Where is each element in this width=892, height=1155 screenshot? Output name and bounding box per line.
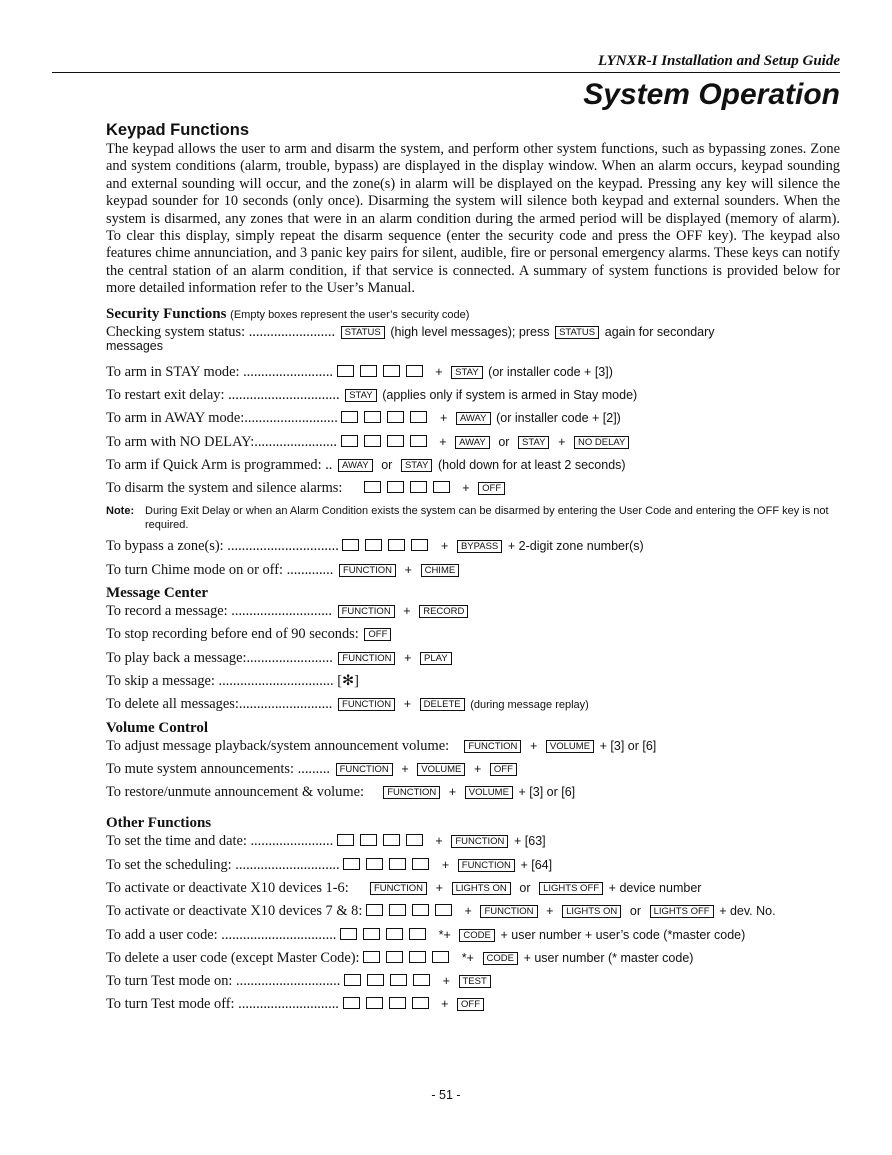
plus-sign: + xyxy=(462,481,470,496)
row-label: To play back a message:........................ xyxy=(106,649,333,666)
row-label: To arm with NO DELAY:....................... xyxy=(106,433,337,450)
play-key: PLAY xyxy=(420,652,452,665)
row-adjust-volume xyxy=(106,738,840,761)
code-box xyxy=(412,997,429,1009)
code-box xyxy=(340,928,357,940)
row-label: To record a message: ............................ xyxy=(106,603,332,620)
code-box xyxy=(337,834,354,846)
row-label: To activate or deactivate X10 devices 7 & 8: xyxy=(106,903,363,920)
plus-sign: + xyxy=(464,904,472,919)
volume-heading: Volume Control xyxy=(106,719,209,736)
row-arm-away xyxy=(106,410,840,433)
row-quick-arm xyxy=(106,457,840,480)
row-text: (applies only if system is armed in Stay mode) xyxy=(382,387,638,402)
row-chime xyxy=(106,562,840,585)
code-box xyxy=(365,539,382,551)
stay-key: STAY xyxy=(451,366,482,379)
plus-sign: + xyxy=(435,881,443,895)
plus-sign: + xyxy=(403,604,411,619)
plus-sign: + xyxy=(558,434,566,449)
code-key: CODE xyxy=(459,929,494,942)
code-box xyxy=(406,834,423,846)
code-box xyxy=(341,435,358,447)
row-skip xyxy=(106,673,840,696)
code-box xyxy=(387,481,404,493)
code-box xyxy=(410,481,427,493)
row-label: To activate or deactivate X10 devices 1-6: xyxy=(106,880,349,896)
other-heading: Other Functions xyxy=(106,815,212,832)
page-number: - 51 - xyxy=(431,1088,461,1102)
function-key: FUNCTION xyxy=(338,698,395,711)
or-text: or xyxy=(498,434,510,449)
row-restart-exit-delay xyxy=(106,387,840,410)
code-box xyxy=(389,904,406,916)
function-key: FUNCTION xyxy=(370,882,427,895)
row-label: To adjust message playback/system announcement volume: xyxy=(106,737,450,754)
code-box xyxy=(343,997,360,1009)
code-box xyxy=(364,411,381,423)
code-box xyxy=(390,974,407,986)
row-arm-stay xyxy=(106,364,840,387)
row-disarm xyxy=(106,480,840,503)
code-box xyxy=(386,951,403,963)
code-box xyxy=(406,365,423,377)
volume-key: VOLUME xyxy=(465,786,513,799)
row-label: To mute system announcements: ......... xyxy=(106,760,331,777)
away-key: AWAY xyxy=(338,459,373,472)
code-box xyxy=(366,997,383,1009)
row-label: To turn Test mode off: ............................ xyxy=(106,996,339,1013)
row-text: (during message replay) xyxy=(470,699,589,712)
row-label: To bypass a zone(s): ............................... xyxy=(106,538,339,555)
message-heading: Message Center xyxy=(106,585,209,602)
volume-key: VOLUME xyxy=(546,740,594,753)
page-title: System Operation xyxy=(583,78,840,111)
plus-sign: + xyxy=(530,738,538,753)
code-box xyxy=(435,904,452,916)
status-key: STATUS xyxy=(341,326,385,339)
code-box xyxy=(367,974,384,986)
code-box xyxy=(432,951,449,963)
row-text: (or installer code + [3]) xyxy=(488,364,613,379)
row-label: To add a user code: ................................ xyxy=(106,926,337,943)
code-box xyxy=(342,539,359,551)
row-text: + 2-digit zone number(s) xyxy=(507,539,644,554)
bypass-key: BYPASS xyxy=(457,540,502,553)
content xyxy=(106,121,840,1020)
code-box xyxy=(412,858,429,870)
status-key: STATUS xyxy=(555,326,599,339)
star-plus: *+ xyxy=(461,950,474,965)
code-box xyxy=(386,928,403,940)
off-key: OFF xyxy=(478,482,505,495)
running-header: LYNXR-I Installation and Setup Guide xyxy=(598,53,840,69)
code-box xyxy=(389,858,406,870)
function-key: FUNCTION xyxy=(338,652,395,665)
plus-sign: + xyxy=(442,974,450,989)
row-text: + dev. No. xyxy=(719,904,776,919)
header-rule xyxy=(52,72,840,73)
code-box xyxy=(341,411,358,423)
note-label: Note: xyxy=(106,505,135,518)
plus-sign: + xyxy=(439,434,447,449)
code-box xyxy=(343,858,360,870)
stay-key: STAY xyxy=(345,389,376,402)
code-box xyxy=(389,997,406,1009)
code-box xyxy=(366,904,383,916)
row-label: To restart exit delay: ............................... xyxy=(106,386,340,403)
stay-key: STAY xyxy=(518,436,549,449)
row-label: To stop recording before end of 90 seconds: xyxy=(106,626,359,643)
row-text: again for secondary xyxy=(604,324,715,339)
function-key: FUNCTION xyxy=(336,763,393,776)
code-box xyxy=(413,974,430,986)
code-box xyxy=(409,951,426,963)
chime-key: CHIME xyxy=(421,564,460,577)
function-key: FUNCTION xyxy=(451,835,508,848)
row-scheduling xyxy=(106,857,840,880)
row-label: To arm if Quick Arm is programmed: .. xyxy=(106,456,333,473)
row-stop-recording xyxy=(106,626,840,649)
row-record xyxy=(106,603,840,626)
plus-sign: + xyxy=(401,761,409,776)
volume-key: VOLUME xyxy=(417,763,465,776)
or-text: or xyxy=(381,457,393,472)
lights-off-key: LIGHTS OFF xyxy=(539,882,603,895)
code-box xyxy=(411,539,428,551)
row-delete-user xyxy=(106,950,840,973)
plus-sign: + xyxy=(441,997,449,1012)
code-box xyxy=(364,481,381,493)
code-box xyxy=(410,411,427,423)
row-label: To set the scheduling: ............................. xyxy=(106,856,340,873)
row-label: To delete a user code (except Master Code): xyxy=(106,949,360,966)
function-key: FUNCTION xyxy=(339,564,396,577)
row-test-off xyxy=(106,996,840,1019)
code-box xyxy=(337,365,354,377)
note-text: During Exit Delay or when an Alarm Condition exists the system can be disarmed by entering the User Code and entering the OFF key is not required. xyxy=(145,505,829,531)
or-text: or xyxy=(629,904,642,919)
row-text: (hold down for at least 2 seconds) xyxy=(437,457,626,472)
code-box xyxy=(366,858,383,870)
code-key: CODE xyxy=(483,952,518,965)
plus-sign: + xyxy=(404,562,412,577)
code-box xyxy=(410,435,427,447)
plus-sign: + xyxy=(440,411,448,426)
test-key: TEST xyxy=(459,975,491,988)
plus-sign: + xyxy=(546,904,554,919)
star-key: [✻] xyxy=(337,672,359,689)
row-text: + [64] xyxy=(520,857,553,872)
security-subnote: (Empty boxes represent the user’s security code) xyxy=(230,308,470,321)
row-text: (or installer code + [2]) xyxy=(496,411,621,426)
row-check-status xyxy=(106,324,840,364)
away-key: AWAY xyxy=(455,436,490,449)
off-key: OFF xyxy=(457,998,484,1011)
off-key: OFF xyxy=(490,763,517,776)
no-delay-key: NO DELAY xyxy=(574,436,629,449)
code-box xyxy=(412,904,429,916)
code-box xyxy=(364,435,381,447)
row-text: + user number + user’s code (*master code) xyxy=(500,927,746,942)
plus-sign: + xyxy=(403,697,412,712)
row-bypass xyxy=(106,538,840,561)
row-delete xyxy=(106,696,840,719)
row-text-wrap: messages xyxy=(106,338,163,353)
plus-sign: + xyxy=(435,834,443,849)
row-set-time xyxy=(106,833,840,856)
row-play xyxy=(106,650,840,673)
code-box xyxy=(433,481,450,493)
delete-key: DELETE xyxy=(420,698,465,711)
keypad-paragraph: The keypad allows the user to arm and disarm the system, and perform other system functions, such as bypassing zones. Zone and system conditions (alarm, trouble, bypass) are displayed in the display window. When an alarm occurs, keypad sounding and external sounding will occur, and the zone(s) in alarm will be displayed on the keypad. Pressing any key will silence the keypad sounder for 10 seconds (only once). Disarming the system will silence both keypad and external sounders. When the system is disarmed, any zones that were in an alarm condition during the armed period will be displayed (memory of alarm). To clear this display, simply repeat the disarm sequence (enter the security code and press the OFF key). The keypad also features chime annunciation, and 3 panic key pairs for silent, audible, fire or personal emergency alarms. These keys can notify the central station of an alarm condition, if that service is connected. A summary of system functions is provided below for more detailed information refer to the User’s Manual. xyxy=(106,141,840,297)
row-label: To restore/unmute announcement & volume: xyxy=(106,784,364,801)
exit-delay-note xyxy=(106,505,840,532)
star-plus: *+ xyxy=(438,927,451,942)
plus-sign: + xyxy=(473,761,482,776)
row-label: To delete all messages:.......................... xyxy=(106,696,333,713)
row-text: + [3] or [6] xyxy=(518,785,576,800)
function-key: FUNCTION xyxy=(338,605,395,618)
row-label: To arm in STAY mode: ......................... xyxy=(106,363,334,380)
record-key: RECORD xyxy=(419,605,468,618)
row-label: Checking system status: ........................ xyxy=(106,323,336,340)
lights-off-key: LIGHTS OFF xyxy=(650,905,714,918)
row-text: (high level messages); press xyxy=(390,324,550,339)
row-label: To turn Test mode on: ............................. xyxy=(106,973,341,990)
security-heading-text: Security Functions xyxy=(106,305,227,322)
function-key: FUNCTION xyxy=(458,859,515,872)
row-x10-1-6 xyxy=(106,880,840,903)
plus-sign: + xyxy=(435,364,443,379)
row-text: + [63] xyxy=(514,834,546,849)
lights-on-key: LIGHTS ON xyxy=(452,882,511,895)
row-x10-7-8 xyxy=(106,903,840,926)
code-box xyxy=(360,365,377,377)
row-label: To turn Chime mode on or off: ............. xyxy=(106,561,334,578)
row-text: + user number (* master code) xyxy=(523,950,694,965)
off-key: OFF xyxy=(364,628,391,641)
code-box xyxy=(363,928,380,940)
code-box xyxy=(344,974,361,986)
code-box xyxy=(383,365,400,377)
lights-on-key: LIGHTS ON xyxy=(562,905,621,918)
row-label: To set the time and date: ....................... xyxy=(106,833,334,850)
stay-key: STAY xyxy=(401,459,432,472)
code-box xyxy=(383,834,400,846)
function-key: FUNCTION xyxy=(464,740,521,753)
code-box xyxy=(360,834,377,846)
function-key: FUNCTION xyxy=(480,905,537,918)
row-add-user xyxy=(106,927,840,950)
away-key: AWAY xyxy=(456,412,491,425)
plus-sign: + xyxy=(404,650,412,665)
plus-sign: + xyxy=(441,857,450,872)
or-text: or xyxy=(519,881,531,895)
row-arm-no-delay xyxy=(106,434,840,457)
plus-sign: + xyxy=(441,539,449,554)
security-heading xyxy=(106,306,840,324)
code-box xyxy=(409,928,426,940)
row-label: To skip a message: ................................ xyxy=(106,672,334,689)
row-label: To disarm the system and silence alarms: xyxy=(106,480,343,497)
keypad-heading: Keypad Functions xyxy=(106,121,250,139)
code-box xyxy=(363,951,380,963)
row-restore-volume xyxy=(106,784,840,807)
row-text: + device number xyxy=(608,881,702,895)
row-label: To arm in AWAY mode:.......................... xyxy=(106,410,338,427)
row-text: + [3] or [6] xyxy=(599,738,657,753)
code-box xyxy=(387,435,404,447)
row-test-on xyxy=(106,973,840,996)
plus-sign: + xyxy=(448,785,457,800)
code-box xyxy=(388,539,405,551)
code-box xyxy=(387,411,404,423)
function-key: FUNCTION xyxy=(383,786,440,799)
row-mute xyxy=(106,761,840,784)
